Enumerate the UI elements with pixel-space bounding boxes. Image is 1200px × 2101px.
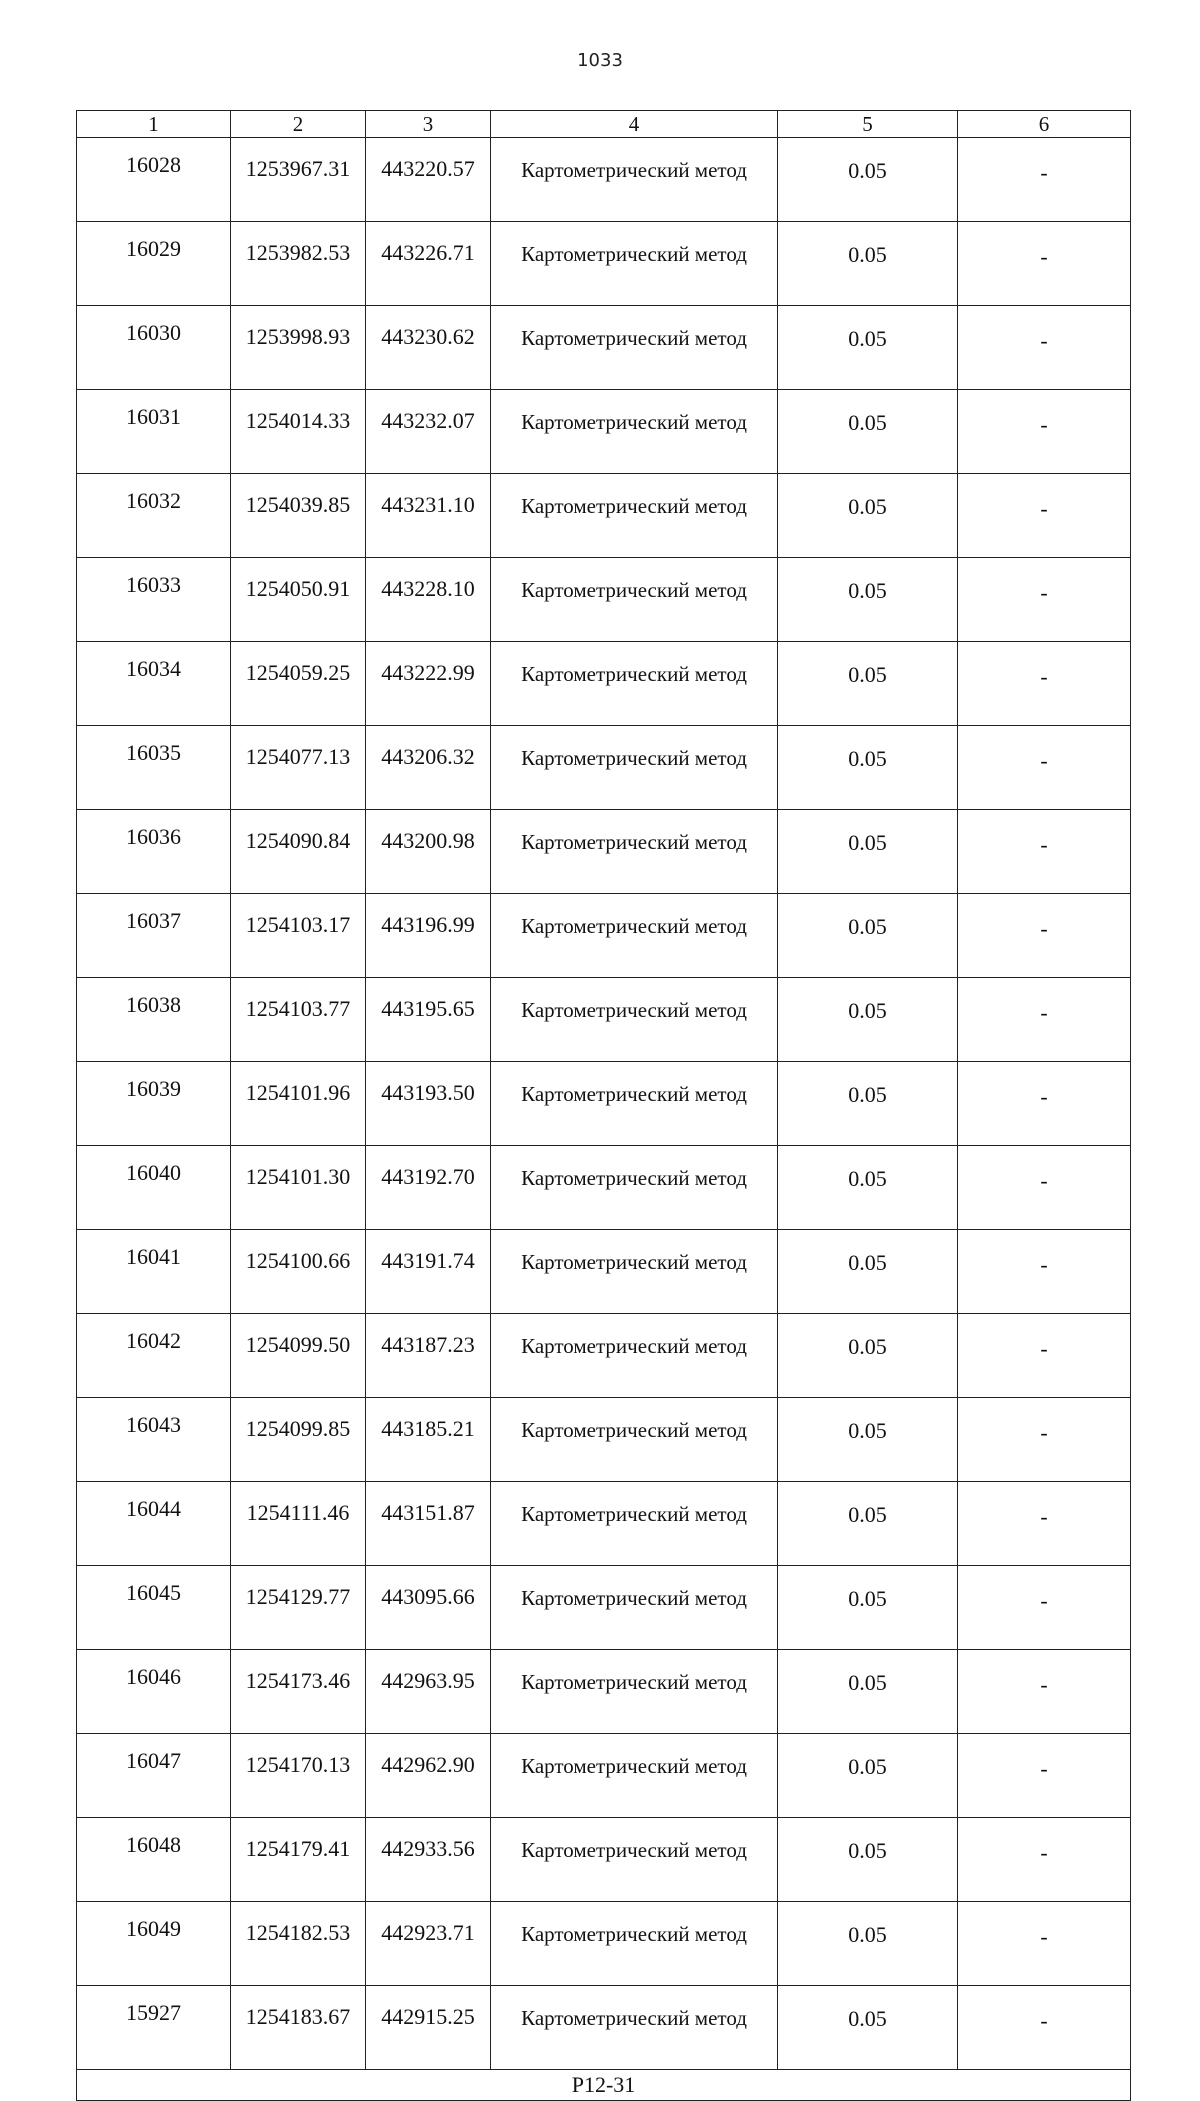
- table-row: [77, 558, 1131, 642]
- x-coordinate-cell: 1254090.84: [231, 810, 366, 894]
- table-body: [77, 138, 1131, 2070]
- accuracy-cell: 0.05: [778, 978, 958, 1062]
- table-row: [77, 1902, 1131, 1986]
- x-coordinate-cell: 1254014.33: [231, 390, 366, 474]
- table-row: [77, 1566, 1131, 1650]
- accuracy-cell: 0.05: [778, 474, 958, 558]
- point-number-cell: 16049: [77, 1902, 231, 1986]
- point-number-cell: 16046: [77, 1650, 231, 1734]
- table-row: [77, 726, 1131, 810]
- note-cell: -: [958, 1902, 1131, 1986]
- table-row: [77, 1650, 1131, 1734]
- accuracy-cell: 0.05: [778, 390, 958, 474]
- table-row: [77, 1986, 1131, 2070]
- footer-row: [77, 2070, 1131, 2101]
- y-coordinate-cell: 443196.99: [366, 894, 491, 978]
- y-coordinate-cell: 442933.56: [366, 1818, 491, 1902]
- y-coordinate-cell: 443195.65: [366, 978, 491, 1062]
- table-row: [77, 1398, 1131, 1482]
- y-coordinate-cell: 443220.57: [366, 138, 491, 222]
- table-row: [77, 138, 1131, 222]
- accuracy-cell: 0.05: [778, 1902, 958, 1986]
- point-number-cell: 15927: [77, 1986, 231, 2070]
- accuracy-cell: 0.05: [778, 222, 958, 306]
- header-cell-3: 3: [366, 111, 491, 138]
- x-coordinate-cell: 1254039.85: [231, 474, 366, 558]
- x-coordinate-cell: 1254099.85: [231, 1398, 366, 1482]
- accuracy-cell: 0.05: [778, 1146, 958, 1230]
- accuracy-cell: 0.05: [778, 1314, 958, 1398]
- table-row: [77, 1314, 1131, 1398]
- table-row: [77, 1818, 1131, 1902]
- x-coordinate-cell: 1254129.77: [231, 1566, 366, 1650]
- method-cell: Картометрический метод: [491, 138, 778, 222]
- method-cell: Картометрический метод: [491, 726, 778, 810]
- note-cell: -: [958, 810, 1131, 894]
- note-cell: -: [958, 390, 1131, 474]
- method-cell: Картометрический метод: [491, 1566, 778, 1650]
- x-coordinate-cell: 1254077.13: [231, 726, 366, 810]
- point-number-cell: 16048: [77, 1818, 231, 1902]
- accuracy-cell: 0.05: [778, 1566, 958, 1650]
- accuracy-cell: 0.05: [778, 1062, 958, 1146]
- method-cell: Картометрический метод: [491, 1734, 778, 1818]
- accuracy-cell: 0.05: [778, 1482, 958, 1566]
- y-coordinate-cell: 443232.07: [366, 390, 491, 474]
- table-row: [77, 306, 1131, 390]
- x-coordinate-cell: 1254170.13: [231, 1734, 366, 1818]
- accuracy-cell: 0.05: [778, 726, 958, 810]
- note-cell: -: [958, 1230, 1131, 1314]
- method-cell: Картометрический метод: [491, 1902, 778, 1986]
- header-row: [77, 111, 1131, 138]
- y-coordinate-cell: 443185.21: [366, 1398, 491, 1482]
- x-coordinate-cell: 1254050.91: [231, 558, 366, 642]
- point-number-cell: 16033: [77, 558, 231, 642]
- y-coordinate-cell: 443192.70: [366, 1146, 491, 1230]
- accuracy-cell: 0.05: [778, 138, 958, 222]
- method-cell: Картометрический метод: [491, 1062, 778, 1146]
- x-coordinate-cell: 1254100.66: [231, 1230, 366, 1314]
- note-cell: -: [958, 1818, 1131, 1902]
- y-coordinate-cell: 443226.71: [366, 222, 491, 306]
- method-cell: Картометрический метод: [491, 810, 778, 894]
- method-cell: Картометрический метод: [491, 978, 778, 1062]
- table-header: [77, 111, 1131, 138]
- x-coordinate-cell: 1253998.93: [231, 306, 366, 390]
- point-number-cell: 16045: [77, 1566, 231, 1650]
- note-cell: -: [958, 726, 1131, 810]
- y-coordinate-cell: 442923.71: [366, 1902, 491, 1986]
- method-cell: Картометрический метод: [491, 1986, 778, 2070]
- x-coordinate-cell: 1254103.17: [231, 894, 366, 978]
- accuracy-cell: 0.05: [778, 1818, 958, 1902]
- x-coordinate-cell: 1254179.41: [231, 1818, 366, 1902]
- y-coordinate-cell: 443230.62: [366, 306, 491, 390]
- method-cell: Картометрический метод: [491, 390, 778, 474]
- y-coordinate-cell: 443191.74: [366, 1230, 491, 1314]
- point-number-cell: 16038: [77, 978, 231, 1062]
- point-number-cell: 16029: [77, 222, 231, 306]
- y-coordinate-cell: 442963.95: [366, 1650, 491, 1734]
- point-number-cell: 16037: [77, 894, 231, 978]
- note-cell: -: [958, 642, 1131, 726]
- note-cell: -: [958, 1986, 1131, 2070]
- x-coordinate-cell: 1254099.50: [231, 1314, 366, 1398]
- point-number-cell: 16042: [77, 1314, 231, 1398]
- method-cell: Картометрический метод: [491, 642, 778, 726]
- y-coordinate-cell: 443095.66: [366, 1566, 491, 1650]
- note-cell: -: [958, 1650, 1131, 1734]
- table-row: [77, 1482, 1131, 1566]
- table-footer: [77, 2070, 1131, 2101]
- table-row: [77, 1146, 1131, 1230]
- note-cell: -: [958, 1314, 1131, 1398]
- header-cell-5: 5: [778, 111, 958, 138]
- point-number-cell: 16041: [77, 1230, 231, 1314]
- point-number-cell: 16039: [77, 1062, 231, 1146]
- header-cell-4: 4: [491, 111, 778, 138]
- note-cell: -: [958, 1482, 1131, 1566]
- x-coordinate-cell: 1254103.77: [231, 978, 366, 1062]
- note-cell: -: [958, 1734, 1131, 1818]
- header-cell-1: 1: [77, 111, 231, 138]
- note-cell: -: [958, 306, 1131, 390]
- point-number-cell: 16044: [77, 1482, 231, 1566]
- method-cell: Картометрический метод: [491, 1398, 778, 1482]
- point-number-cell: 16032: [77, 474, 231, 558]
- table-row: [77, 810, 1131, 894]
- y-coordinate-cell: 443151.87: [366, 1482, 491, 1566]
- point-number-cell: 16028: [77, 138, 231, 222]
- table-row: [77, 642, 1131, 726]
- y-coordinate-cell: 443228.10: [366, 558, 491, 642]
- note-cell: -: [958, 978, 1131, 1062]
- method-cell: Картометрический метод: [491, 1482, 778, 1566]
- x-coordinate-cell: 1254111.46: [231, 1482, 366, 1566]
- y-coordinate-cell: 443231.10: [366, 474, 491, 558]
- point-number-cell: 16043: [77, 1398, 231, 1482]
- x-coordinate-cell: 1254173.46: [231, 1650, 366, 1734]
- coordinates-table: [76, 110, 1131, 2101]
- note-cell: -: [958, 138, 1131, 222]
- point-number-cell: 16036: [77, 810, 231, 894]
- note-cell: -: [958, 1062, 1131, 1146]
- table-row: [77, 894, 1131, 978]
- table-row: [77, 1062, 1131, 1146]
- point-number-cell: 16047: [77, 1734, 231, 1818]
- y-coordinate-cell: 443193.50: [366, 1062, 491, 1146]
- accuracy-cell: 0.05: [778, 306, 958, 390]
- x-coordinate-cell: 1254059.25: [231, 642, 366, 726]
- table-row: [77, 474, 1131, 558]
- y-coordinate-cell: 442962.90: [366, 1734, 491, 1818]
- y-coordinate-cell: 443222.99: [366, 642, 491, 726]
- table-row: [77, 1230, 1131, 1314]
- method-cell: Картометрический метод: [491, 1650, 778, 1734]
- note-cell: -: [958, 1146, 1131, 1230]
- accuracy-cell: 0.05: [778, 1986, 958, 2070]
- accuracy-cell: 0.05: [778, 1230, 958, 1314]
- x-coordinate-cell: 1253967.31: [231, 138, 366, 222]
- table-row: [77, 390, 1131, 474]
- note-cell: -: [958, 222, 1131, 306]
- point-number-cell: 16034: [77, 642, 231, 726]
- method-cell: Картометрический метод: [491, 222, 778, 306]
- method-cell: Картометрический метод: [491, 894, 778, 978]
- x-coordinate-cell: 1254101.96: [231, 1062, 366, 1146]
- method-cell: Картометрический метод: [491, 1818, 778, 1902]
- accuracy-cell: 0.05: [778, 1734, 958, 1818]
- y-coordinate-cell: 443187.23: [366, 1314, 491, 1398]
- method-cell: Картометрический метод: [491, 1314, 778, 1398]
- accuracy-cell: 0.05: [778, 558, 958, 642]
- y-coordinate-cell: 443206.32: [366, 726, 491, 810]
- point-number-cell: 16035: [77, 726, 231, 810]
- point-number-cell: 16030: [77, 306, 231, 390]
- accuracy-cell: 0.05: [778, 810, 958, 894]
- note-cell: -: [958, 558, 1131, 642]
- method-cell: Картометрический метод: [491, 1230, 778, 1314]
- method-cell: Картометрический метод: [491, 1146, 778, 1230]
- accuracy-cell: 0.05: [778, 894, 958, 978]
- x-coordinate-cell: 1253982.53: [231, 222, 366, 306]
- note-cell: -: [958, 474, 1131, 558]
- point-number-cell: 16031: [77, 390, 231, 474]
- x-coordinate-cell: 1254182.53: [231, 1902, 366, 1986]
- accuracy-cell: 0.05: [778, 1398, 958, 1482]
- accuracy-cell: 0.05: [778, 642, 958, 726]
- table-row: [77, 1734, 1131, 1818]
- header-cell-6: 6: [958, 111, 1131, 138]
- x-coordinate-cell: 1254183.67: [231, 1986, 366, 2070]
- method-cell: Картометрический метод: [491, 558, 778, 642]
- y-coordinate-cell: 442915.25: [366, 1986, 491, 2070]
- page-number: 1033: [577, 50, 623, 71]
- accuracy-cell: 0.05: [778, 1650, 958, 1734]
- y-coordinate-cell: 443200.98: [366, 810, 491, 894]
- x-coordinate-cell: 1254101.30: [231, 1146, 366, 1230]
- note-cell: -: [958, 1398, 1131, 1482]
- table-row: [77, 978, 1131, 1062]
- footer-cell: Р12-31: [77, 2070, 1131, 2101]
- point-number-cell: 16040: [77, 1146, 231, 1230]
- method-cell: Картометрический метод: [491, 306, 778, 390]
- table-row: [77, 222, 1131, 306]
- method-cell: Картометрический метод: [491, 474, 778, 558]
- note-cell: -: [958, 894, 1131, 978]
- note-cell: -: [958, 1566, 1131, 1650]
- header-cell-2: 2: [231, 111, 366, 138]
